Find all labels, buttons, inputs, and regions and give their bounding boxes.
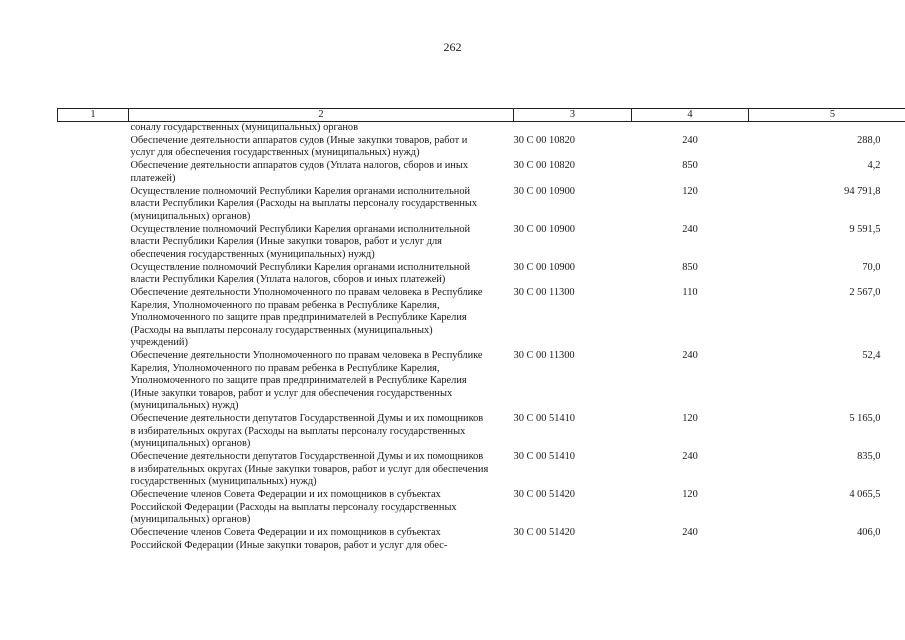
expense-name: Осуществление полномочий Республики Карелия органами исполнительной власти Республики Карелия (Иные закупки товаров, работ и услуг для обеспечения государственных (муниципальных) нужд) — [130, 223, 471, 260]
table-row — [58, 350, 905, 413]
table-row — [58, 413, 905, 451]
amount: 835,0 — [857, 451, 881, 462]
expense-name: Обеспечение деятельности депутатов Государственной Думы и их помощников в избирательных округах (Расходы на выплаты персоналу государственных (муниципальных) органов) — [130, 413, 484, 449]
target-article-code: 30 С 00 51410 — [513, 451, 575, 462]
amount: 406,0 — [857, 527, 881, 538]
expense-name: Обеспечение членов Совета Федерации и их помощников в субъектах Российской Федерации (Расходы на выплаты персоналу государственных (муниципальных) органов) — [130, 489, 457, 525]
amount: 4,2 — [867, 160, 881, 171]
expense-type-code: 120 — [682, 489, 698, 500]
expense-name: Осуществление полномочий Республики Карелия органами исполнительной власти Республики Карелия (Уплата налогов, сборов и иных платежей) — [130, 261, 471, 285]
expense-type-code: 240 — [682, 350, 698, 361]
amount: 9 591,5 — [849, 223, 881, 235]
table-row — [58, 186, 905, 224]
table-row — [58, 262, 905, 288]
target-article-code: 30 С 00 10820 — [513, 160, 575, 171]
expense-type-code: 850 — [682, 261, 698, 273]
expense-type-code: 120 — [682, 413, 698, 424]
table-row — [58, 287, 905, 350]
amount: 94 791,8 — [844, 185, 881, 197]
amount: 288,0 — [857, 134, 881, 146]
continuation-text: соналу государственных (муниципальных) органов — [130, 122, 359, 133]
table-row — [58, 135, 905, 161]
column-header-2: 2 — [129, 109, 514, 122]
table-row — [58, 451, 905, 489]
target-article-code: 30 С 00 10900 — [513, 185, 575, 197]
column-header-1: 1 — [58, 109, 129, 122]
amount: 5 165,0 — [849, 413, 881, 424]
expense-name: Обеспечение деятельности Уполномоченного по правам человека в Республике Карелия, Уполномоченного по правам ребенка в Республике Карелия, Уполномоченного по защите прав предпринимателей в Республике Карелия (Иные закупки товаров, работ и услуг для обеспечения государственных (муниципальных) нужд) — [130, 350, 483, 411]
amount: 52,4 — [862, 350, 881, 361]
column-header-4: 4 — [632, 109, 749, 122]
target-article-code: 30 С 00 11300 — [513, 350, 575, 361]
amount: 70,0 — [862, 261, 881, 273]
budget-table — [57, 108, 905, 553]
table-body — [58, 122, 905, 553]
continuation-row — [58, 122, 905, 135]
table-row — [58, 527, 905, 553]
expense-name: Обеспечение деятельности депутатов Государственной Думы и их помощников в избирательных округах (Иные закупки товаров, работ и услуг для обеспечения государственных (муниципальных) нужд) — [130, 451, 489, 487]
table-row — [58, 160, 905, 186]
column-header-5: 5 — [749, 109, 905, 122]
expense-name: Обеспечение деятельности Уполномоченного по правам человека в Республике Карелия, Уполномоченного по правам ребенка в Республике Карелия, Уполномоченного по защите прав предпринимателей в Республике Карелия (Расходы на выплаты персоналу государственных (муниципальных) учреждений) — [130, 287, 483, 348]
expense-type-code: 240 — [682, 134, 698, 146]
expense-type-code: 850 — [682, 160, 698, 171]
expense-name: Обеспечение деятельности аппаратов судов (Иные закупки товаров, работ и услуг для обеспечения государственных (муниципальных) нужд) — [130, 134, 468, 158]
expense-type-code: 240 — [682, 527, 698, 538]
expense-name: Обеспечение членов Совета Федерации и их помощников в субъектах Российской Федерации (Иные закупки товаров, работ и услуг для обес- — [130, 527, 448, 551]
expense-name: Обеспечение деятельности аппаратов судов (Уплата налогов, сборов и иных платежей) — [130, 160, 469, 184]
expense-type-code: 240 — [682, 451, 698, 462]
target-article-code: 30 С 00 51410 — [513, 413, 575, 424]
amount: 2 567,0 — [849, 287, 881, 298]
expense-type-code: 110 — [682, 287, 698, 298]
target-article-code: 30 С 00 51420 — [513, 489, 575, 500]
table-row — [58, 224, 905, 262]
amount: 4 065,5 — [849, 489, 881, 500]
page-number: 262 — [443, 40, 462, 54]
target-article-code: 30 С 00 10900 — [513, 261, 575, 273]
column-header-3: 3 — [514, 109, 632, 122]
target-article-code: 30 С 00 10820 — [513, 134, 575, 146]
target-article-code: 30 С 00 51420 — [513, 527, 575, 538]
table-row — [58, 489, 905, 527]
target-article-code: 30 С 00 10900 — [513, 223, 575, 235]
expense-name: Осуществление полномочий Республики Карелия органами исполнительной власти Республики Карелия (Расходы на выплаты персоналу государственных (муниципальных) органов) — [130, 185, 478, 222]
target-article-code: 30 С 00 11300 — [513, 287, 575, 298]
expense-type-code: 240 — [682, 223, 698, 235]
expense-type-code: 120 — [682, 185, 698, 197]
header-row — [58, 109, 905, 122]
